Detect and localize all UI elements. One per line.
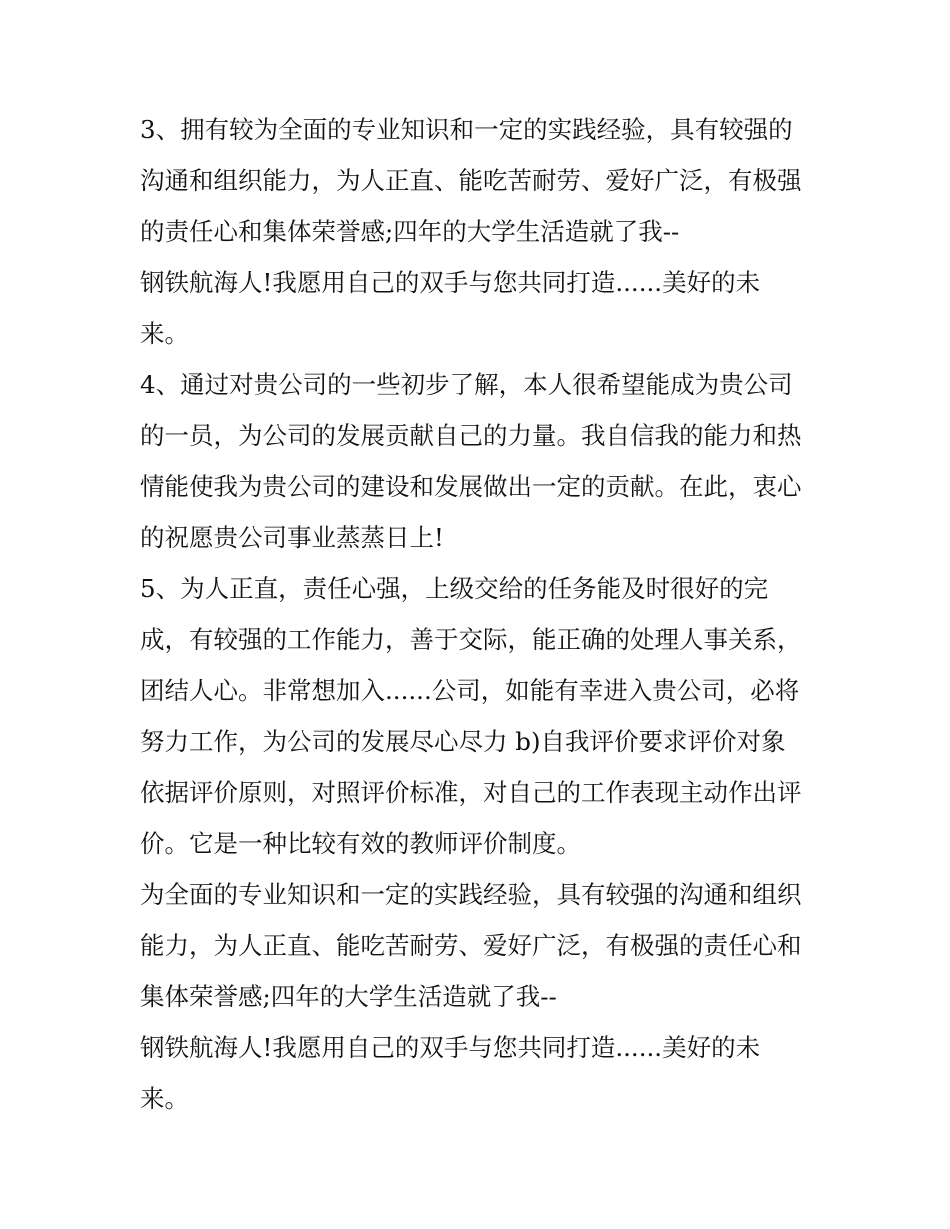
text-line: 成，有较强的工作能力，善于交际，能正确的处理人事关系， [140, 625, 802, 654]
text-line: 钢铁航海人!我愿用自己的双手与您共同打造......美好的未 [140, 1033, 761, 1062]
document-body [140, 104, 830, 1124]
text-line: 的责任心和集体荣誉感;四年的大学生活造就了我-- [140, 217, 680, 246]
text-line: 能力，为人正直、能吃苦耐劳、爱好广泛，有极强的责任心和 [140, 931, 802, 960]
text-line: 团结人心。非常想加入......公司，如能有幸进入贵公司，必将 [140, 676, 800, 705]
text-line: 努力工作，为公司的发展尽心尽力 b)自我评价要求评价对象 [140, 727, 786, 756]
text-line: 价。它是一种比较有效的教师评价制度。 [140, 829, 581, 858]
text-line: 钢铁航海人!我愿用自己的双手与您共同打造......美好的未 [140, 268, 761, 297]
text-line: 依据评价原则，对照评价标准，对自己的工作表现主动作出评 [140, 778, 802, 807]
text-line: 情能使我为贵公司的建设和发展做出一定的贡献。在此，衷心 [140, 472, 802, 501]
text-line: 来。 [140, 319, 189, 348]
text-line: 集体荣誉感;四年的大学生活造就了我-- [140, 982, 557, 1011]
text-line: 的一员，为公司的发展贡献自己的力量。我自信我的能力和热 [140, 421, 802, 450]
text-line: 的祝愿贵公司事业蒸蒸日上! [140, 523, 444, 552]
text-line: 来。 [140, 1084, 189, 1113]
text-line: 沟通和组织能力，为人正直、能吃苦耐劳、爱好广泛，有极强 [140, 166, 802, 195]
text-line: 5、为人正直，责任心强，上级交给的任务能及时很好的完 [140, 574, 769, 603]
text-line: 为全面的专业知识和一定的实践经验，具有较强的沟通和组织 [140, 880, 802, 909]
text-line: 3、拥有较为全面的专业知识和一定的实践经验，具有较强的 [140, 115, 793, 144]
text-line: 4、通过对贵公司的一些初步了解，本人很希望能成为贵公司 [140, 370, 793, 399]
